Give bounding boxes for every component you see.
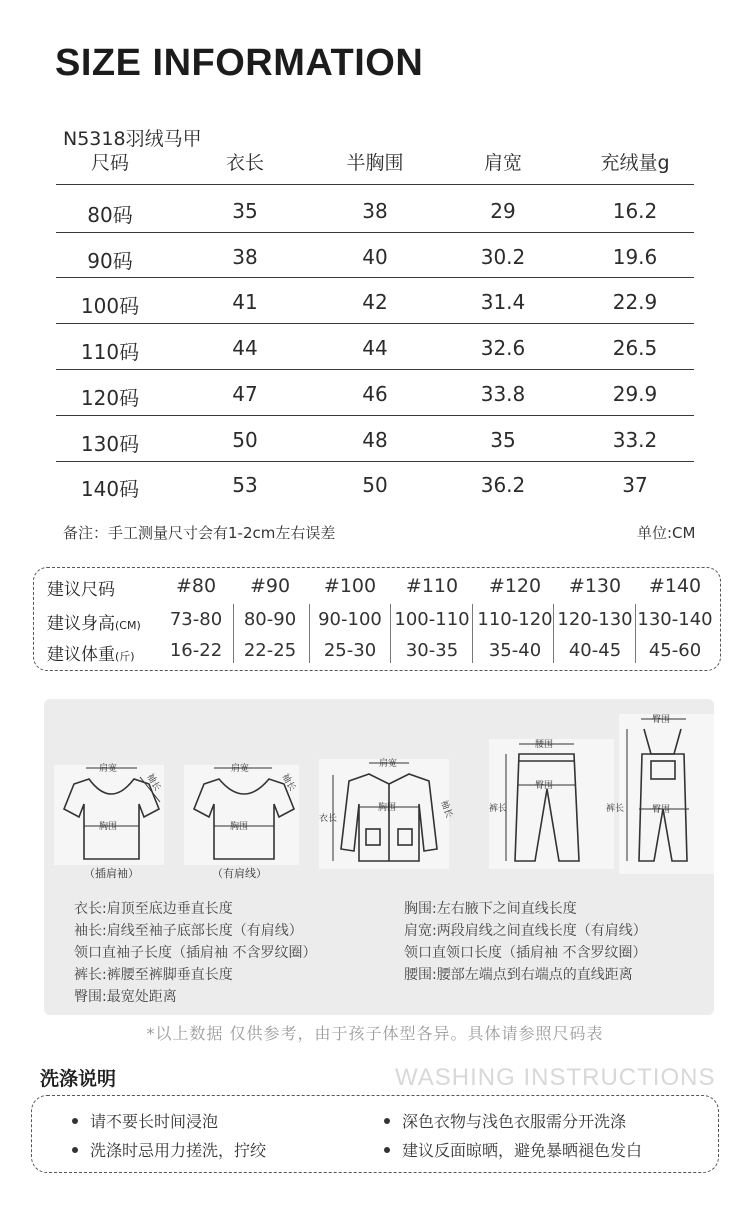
table-cell: 40 bbox=[362, 245, 388, 269]
def-raglan-sleeve: 领口直袖子长度（插肩袖 不含罗纹圈） bbox=[74, 945, 317, 961]
washing-item-text: 深色衣物与浅色衣服需分开洗涤 bbox=[402, 1112, 627, 1131]
table-cell: 29.9 bbox=[612, 382, 658, 406]
table-cell: 53 bbox=[232, 473, 258, 497]
jacket-shoulder-label: 肩宽 bbox=[379, 759, 398, 769]
overalls-diagram bbox=[606, 714, 714, 874]
table-cell: 42 bbox=[362, 290, 388, 314]
raglan-tshirt-diagram bbox=[54, 762, 164, 865]
product-name: N5318羽绒马甲 bbox=[63, 128, 202, 150]
pants-length-label: 裤长 bbox=[489, 804, 508, 814]
def-waist: 腰围:腰部左端点到右端点的直线距离 bbox=[404, 967, 633, 983]
raglan-shoulder-label: 肩宽 bbox=[99, 764, 118, 774]
rec-size-value: #90 bbox=[249, 575, 291, 597]
table-cell: 50 bbox=[362, 473, 388, 497]
table-cell: 22.9 bbox=[612, 290, 658, 314]
washing-item-text: 洗涤时忌用力搓洗，拧绞 bbox=[90, 1141, 267, 1160]
header-length: 衣长 bbox=[225, 152, 264, 174]
caption-set-in: （有肩线） bbox=[212, 867, 267, 880]
overalls-top-label: 臀围 bbox=[652, 715, 671, 725]
washing-item bbox=[72, 1109, 218, 1132]
rec-divider bbox=[635, 604, 636, 663]
washing-item bbox=[72, 1138, 266, 1161]
table-rule bbox=[56, 184, 694, 185]
table-cell: 37 bbox=[622, 473, 648, 497]
setin-tshirt-diagram bbox=[184, 762, 299, 865]
def-chest: 胸围:左右腋下之间直线长度 bbox=[404, 901, 577, 917]
rec-weight-value: 35-40 bbox=[488, 640, 542, 661]
def-sleeve: 袖长:肩线至袖子底部长度（有肩线） bbox=[74, 923, 303, 939]
bullet-icon bbox=[72, 1147, 78, 1153]
rec-height-value: 120-130 bbox=[557, 609, 633, 630]
rec-height-text: 建议身高 bbox=[47, 614, 115, 634]
setin-sleeve-label: 袖长 bbox=[279, 772, 298, 793]
raglan-chest-label: 胸围 bbox=[99, 822, 118, 832]
table-cell-size: 90码 bbox=[87, 249, 133, 273]
def-shoulder: 肩宽:两段肩线之间直线长度（有肩线） bbox=[404, 923, 647, 939]
rec-weight-value: 30-35 bbox=[405, 640, 459, 661]
rec-divider bbox=[553, 604, 554, 663]
table-cell: 33.2 bbox=[612, 428, 658, 452]
header-shoulder: 肩宽 bbox=[483, 152, 522, 174]
rec-size-value: #80 bbox=[175, 575, 217, 597]
unit-label: 单位:CM bbox=[637, 524, 696, 542]
rec-weight-value: 22-25 bbox=[243, 640, 297, 661]
definitions-left bbox=[74, 898, 316, 1008]
rec-weight-unit: (斤) bbox=[115, 650, 135, 663]
def-hip: 臀围:最宽处距离 bbox=[74, 989, 177, 1005]
setin-chest-label: 胸围 bbox=[230, 822, 249, 832]
table-cell: 26.5 bbox=[612, 336, 658, 360]
overalls-hip-label: 臀围 bbox=[652, 805, 671, 815]
table-cell: 30.2 bbox=[480, 245, 526, 269]
bullet-icon bbox=[72, 1118, 78, 1124]
rec-weight-value: 40-45 bbox=[568, 640, 622, 661]
header-half-chest: 半胸围 bbox=[346, 152, 404, 174]
table-cell: 33.8 bbox=[480, 382, 526, 406]
rec-weight-value: 16-22 bbox=[169, 640, 223, 661]
table-cell-size: 140码 bbox=[80, 477, 140, 501]
washing-item-text: 请不要长时间浸泡 bbox=[90, 1112, 219, 1131]
rec-divider bbox=[233, 604, 234, 663]
page-title: SIZE INFORMATION bbox=[55, 42, 424, 84]
table-cell: 47 bbox=[232, 382, 258, 406]
table-cell-size: 130码 bbox=[80, 432, 140, 456]
raglan-sleeve-label: 袖长 bbox=[144, 772, 163, 793]
washing-title-en: WASHING INSTRUCTIONS bbox=[395, 1064, 716, 1091]
measure-note: 备注：手工测量尺寸会有1-2cm左右误差 bbox=[63, 524, 336, 542]
jacket-diagram bbox=[319, 757, 456, 869]
disclaimer: *以上数据 仅供参考，由于孩子体型各异。具体请参照尺码表 bbox=[146, 1024, 604, 1043]
pants-waist-label: 腰围 bbox=[535, 740, 554, 750]
rec-height-value: 100-110 bbox=[394, 609, 470, 630]
table-cell: 50 bbox=[232, 428, 258, 452]
table-cell: 44 bbox=[362, 336, 388, 360]
washing-title: 洗涤说明 bbox=[40, 1068, 117, 1090]
rec-weight-label bbox=[47, 640, 135, 665]
table-cell: 36.2 bbox=[480, 473, 526, 497]
pants-diagram bbox=[489, 739, 614, 869]
rec-size-value: #120 bbox=[488, 575, 542, 597]
header-size: 尺码 bbox=[90, 152, 129, 174]
rec-height-value: 73-80 bbox=[169, 609, 223, 630]
table-cell: 35 bbox=[490, 428, 516, 452]
rec-size-value: #140 bbox=[648, 575, 702, 597]
table-cell-size: 100码 bbox=[80, 294, 140, 318]
definitions-right bbox=[404, 898, 647, 986]
rec-size-label: 建议尺码 bbox=[47, 580, 115, 600]
table-rule bbox=[56, 277, 694, 278]
rec-height-value: 80-90 bbox=[243, 609, 297, 630]
washing-box bbox=[31, 1095, 719, 1173]
jacket-length-label: 衣长 bbox=[319, 814, 338, 824]
washing-item bbox=[384, 1109, 626, 1132]
rec-divider bbox=[309, 604, 310, 663]
bullet-icon bbox=[384, 1147, 390, 1153]
jacket-sleeve-label: 袖长 bbox=[438, 798, 454, 820]
washing-item bbox=[384, 1138, 642, 1161]
caption-raglan: （插肩袖） bbox=[84, 867, 139, 880]
table-cell: 38 bbox=[232, 245, 258, 269]
table-rule bbox=[56, 369, 694, 370]
rec-size-value: #130 bbox=[568, 575, 622, 597]
table-cell: 46 bbox=[362, 382, 388, 406]
rec-height-label bbox=[47, 609, 141, 634]
rec-height-value: 90-100 bbox=[318, 609, 382, 630]
table-cell: 35 bbox=[232, 199, 258, 223]
rec-size-value: #100 bbox=[323, 575, 377, 597]
table-cell: 31.4 bbox=[480, 290, 526, 314]
table-rule bbox=[56, 461, 694, 462]
table-rule bbox=[56, 232, 694, 233]
overalls-length-label: 裤长 bbox=[606, 804, 625, 814]
table-cell: 16.2 bbox=[612, 199, 658, 223]
def-length: 衣长:肩顶至底边垂直长度 bbox=[74, 901, 233, 917]
rec-height-unit: (CM) bbox=[115, 619, 141, 632]
table-rule bbox=[56, 323, 694, 324]
rec-height-value: 110-120 bbox=[477, 609, 553, 630]
pants-hip-label: 臀围 bbox=[535, 781, 554, 791]
rec-weight-value: 45-60 bbox=[648, 640, 702, 661]
jacket-chest-label: 胸围 bbox=[378, 803, 397, 813]
def-pants-length: 裤长:裤腰至裤脚垂直长度 bbox=[74, 967, 233, 983]
table-cell: 19.6 bbox=[612, 245, 658, 269]
table-cell: 32.6 bbox=[480, 336, 526, 360]
table-cell: 29 bbox=[490, 199, 516, 223]
bullet-icon bbox=[384, 1118, 390, 1124]
washing-item-text: 建议反面晾晒，避免暴晒褪色发白 bbox=[402, 1141, 643, 1160]
table-cell: 41 bbox=[232, 290, 258, 314]
table-cell-size: 120码 bbox=[80, 386, 140, 410]
rec-weight-value: 25-30 bbox=[323, 640, 377, 661]
table-cell: 38 bbox=[362, 199, 388, 223]
table-rule bbox=[56, 415, 694, 416]
measurement-diagrams bbox=[44, 699, 714, 899]
rec-weight-text: 建议体重 bbox=[47, 645, 115, 665]
rec-divider bbox=[390, 604, 391, 663]
rec-size-value: #110 bbox=[405, 575, 459, 597]
header-down-fill: 充绒量g bbox=[600, 152, 670, 174]
rec-height-value: 130-140 bbox=[637, 609, 713, 630]
def-neckline: 领口直领口长度（插肩袖 不含罗纹圈） bbox=[404, 945, 647, 961]
table-cell: 44 bbox=[232, 336, 258, 360]
table-cell-size: 80码 bbox=[87, 203, 133, 227]
table-cell-size: 110码 bbox=[80, 340, 140, 364]
table-cell: 48 bbox=[362, 428, 388, 452]
rec-divider bbox=[472, 604, 473, 663]
setin-shoulder-label: 肩宽 bbox=[231, 764, 250, 774]
